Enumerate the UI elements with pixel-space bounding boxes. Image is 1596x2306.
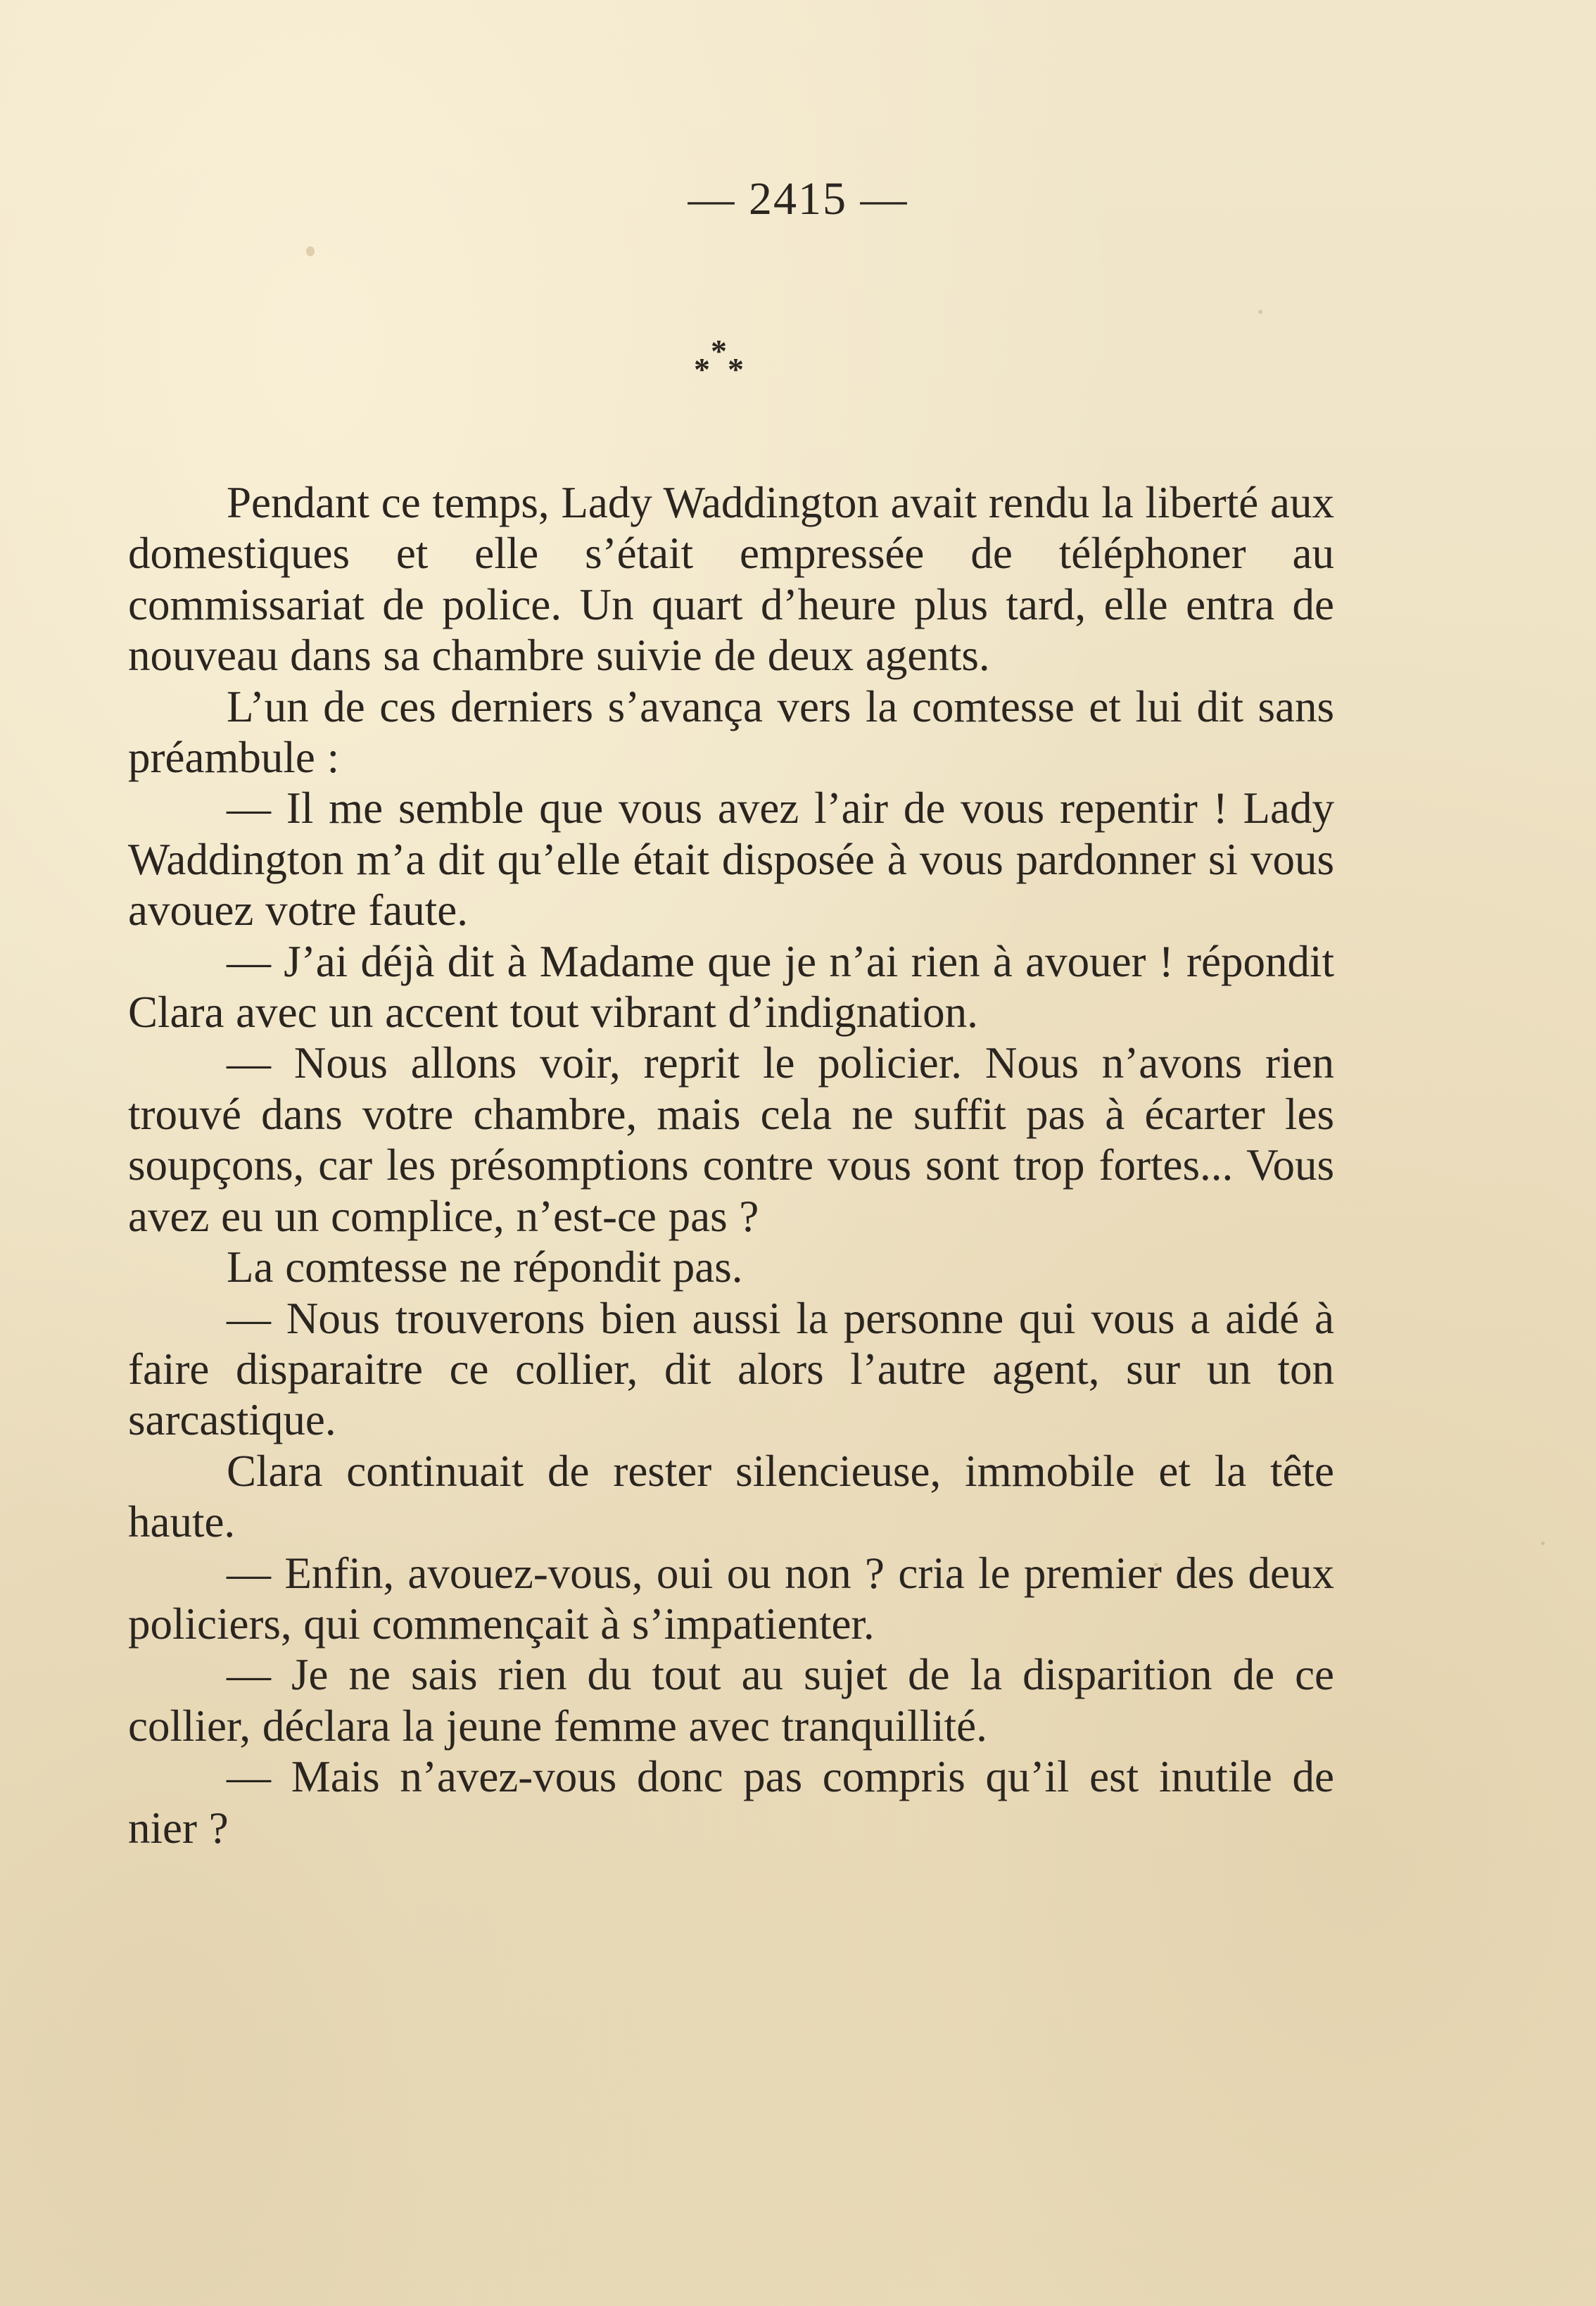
asterism-star: * bbox=[711, 333, 727, 369]
paragraph: Clara continuait de rester silencieuse, immobile et la tête haute. bbox=[128, 1446, 1334, 1547]
asterism-star: * bbox=[694, 351, 710, 387]
dialogue-paragraph: — Mais n’avez-vous donc pas compris qu’il est inutile de nier ? bbox=[128, 1752, 1334, 1853]
dialogue-paragraph: — J’ai déjà dit à Madame que je n’ai rien à avouer ! répondit Clara avec un accent tout vibrant d’indignation. bbox=[128, 936, 1334, 1038]
body-text bbox=[128, 477, 1334, 1853]
paragraph: La comtesse ne répondit pas. bbox=[227, 1242, 743, 1292]
paper-spot bbox=[1541, 1542, 1545, 1545]
page-number: — 2415 — bbox=[688, 173, 908, 225]
asterism-star: * bbox=[728, 351, 744, 387]
dialogue-paragraph: — Il me semble que vous avez l’air de vous repentir ! Lady Waddington m’a dit qu’elle était disposée à vous pardonner si vous avouez votre faute. bbox=[128, 783, 1334, 935]
paper-spot bbox=[306, 246, 315, 256]
paragraph: Pendant ce temps, Lady Waddington avait rendu la liberté aux domestiques et elle s’était empressée de téléphoner au commissariat de police. Un quart d’heure plus tard, elle entra de nouveau dans sa chambre suivie de deux agents. bbox=[128, 478, 1334, 681]
paragraph: L’un de ces derniers s’avança vers la comtesse et lui dit sans préambule : bbox=[128, 681, 1334, 783]
paper-spot bbox=[1258, 310, 1262, 314]
dialogue-paragraph: — Nous allons voir, reprit le policier. Nous n’avons rien trouvé dans votre chambre, mais cela ne suffit pas à écarter les soupçons, car les présomptions contre vous sont trop fortes... Vous avez eu un complice, n’est-ce pas ? bbox=[128, 1038, 1334, 1241]
dialogue-paragraph: — Je ne sais rien du tout au sujet de la disparition de ce collier, déclara la jeune femme avec tranquillité. bbox=[128, 1650, 1334, 1751]
dialogue-paragraph: — Nous trouverons bien aussi la personne qui vous a aidé à faire disparaitre ce collier, dit alors l’autre agent, sur un ton sarcastique. bbox=[128, 1293, 1334, 1445]
section-asterism bbox=[0, 325, 1596, 389]
dialogue-paragraph: — Enfin, avouez-vous, oui ou non ? cria le premier des deux policiers, qui commençait à s’impatienter. bbox=[128, 1548, 1334, 1649]
